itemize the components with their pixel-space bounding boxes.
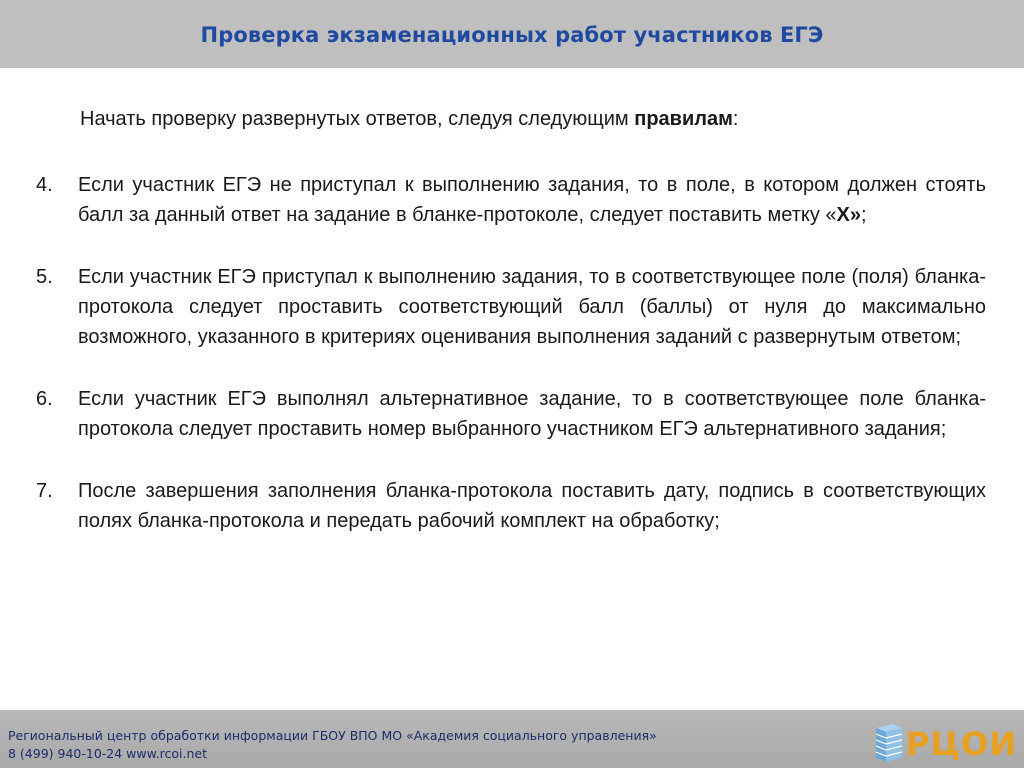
rule-item xyxy=(36,262,986,352)
intro-bold-word: правилам xyxy=(634,108,733,130)
footer-contacts: 8 (499) 940-10-24 www.rcoi.net xyxy=(8,746,208,761)
logo-wordmark: РЦОИ xyxy=(906,725,1018,763)
rule-number: 4. xyxy=(36,174,53,196)
rule-item xyxy=(36,476,986,536)
server-stack-icon xyxy=(870,722,906,766)
rule-text-end: ; xyxy=(860,204,867,226)
intro-text: Начать проверку развернутых ответов, следуя следующим xyxy=(80,108,635,130)
rule-number: 6. xyxy=(36,388,53,410)
rule-item xyxy=(36,170,986,230)
rule-text: После завершения заполнения бланка-протокола поставить дату, подпись в соответствующих полях бланка-протокола и передать рабочий комплект на обработку; xyxy=(78,480,986,532)
rule-text: Если участник ЕГЭ выполнял альтернативное задание, то в соответствующее поле бланка-протокола следует проставить номер выбранного участником ЕГЭ альтернативного задания; xyxy=(78,388,986,440)
rule-item xyxy=(36,384,986,444)
slide-header xyxy=(0,0,1024,68)
intro-colon: : xyxy=(732,108,739,130)
rcoi-logo xyxy=(870,722,1020,766)
rule-text xyxy=(78,170,986,230)
rule-text-main: Если участник ЕГЭ не приступал к выполнению задания, то в поле, в котором должен стоять балл за данный ответ на задание в бланке-протоколе, следует поставить метку « xyxy=(78,174,986,226)
rule-number: 7. xyxy=(36,480,53,502)
slide-content xyxy=(0,68,1024,710)
rule-text: Если участник ЕГЭ приступал к выполнению задания, то в соответствующее поле (поля) бланка-протокола следует проставить соответствующий балл (баллы) от нуля до максимально возможного, указанного в критериях оценивания выполнения заданий с развернутым ответом; xyxy=(78,266,986,348)
slide-title: Проверка экзаменационных работ участников ЕГЭ xyxy=(200,23,824,47)
footer-organization: Региональный центр обработки информации ГБОУ ВПО МО «Академия социального управления» xyxy=(8,728,657,743)
rule-mark-symbol: Х» xyxy=(836,204,861,226)
rules-list xyxy=(36,170,986,536)
intro-paragraph xyxy=(80,106,738,132)
rule-number: 5. xyxy=(36,266,53,288)
